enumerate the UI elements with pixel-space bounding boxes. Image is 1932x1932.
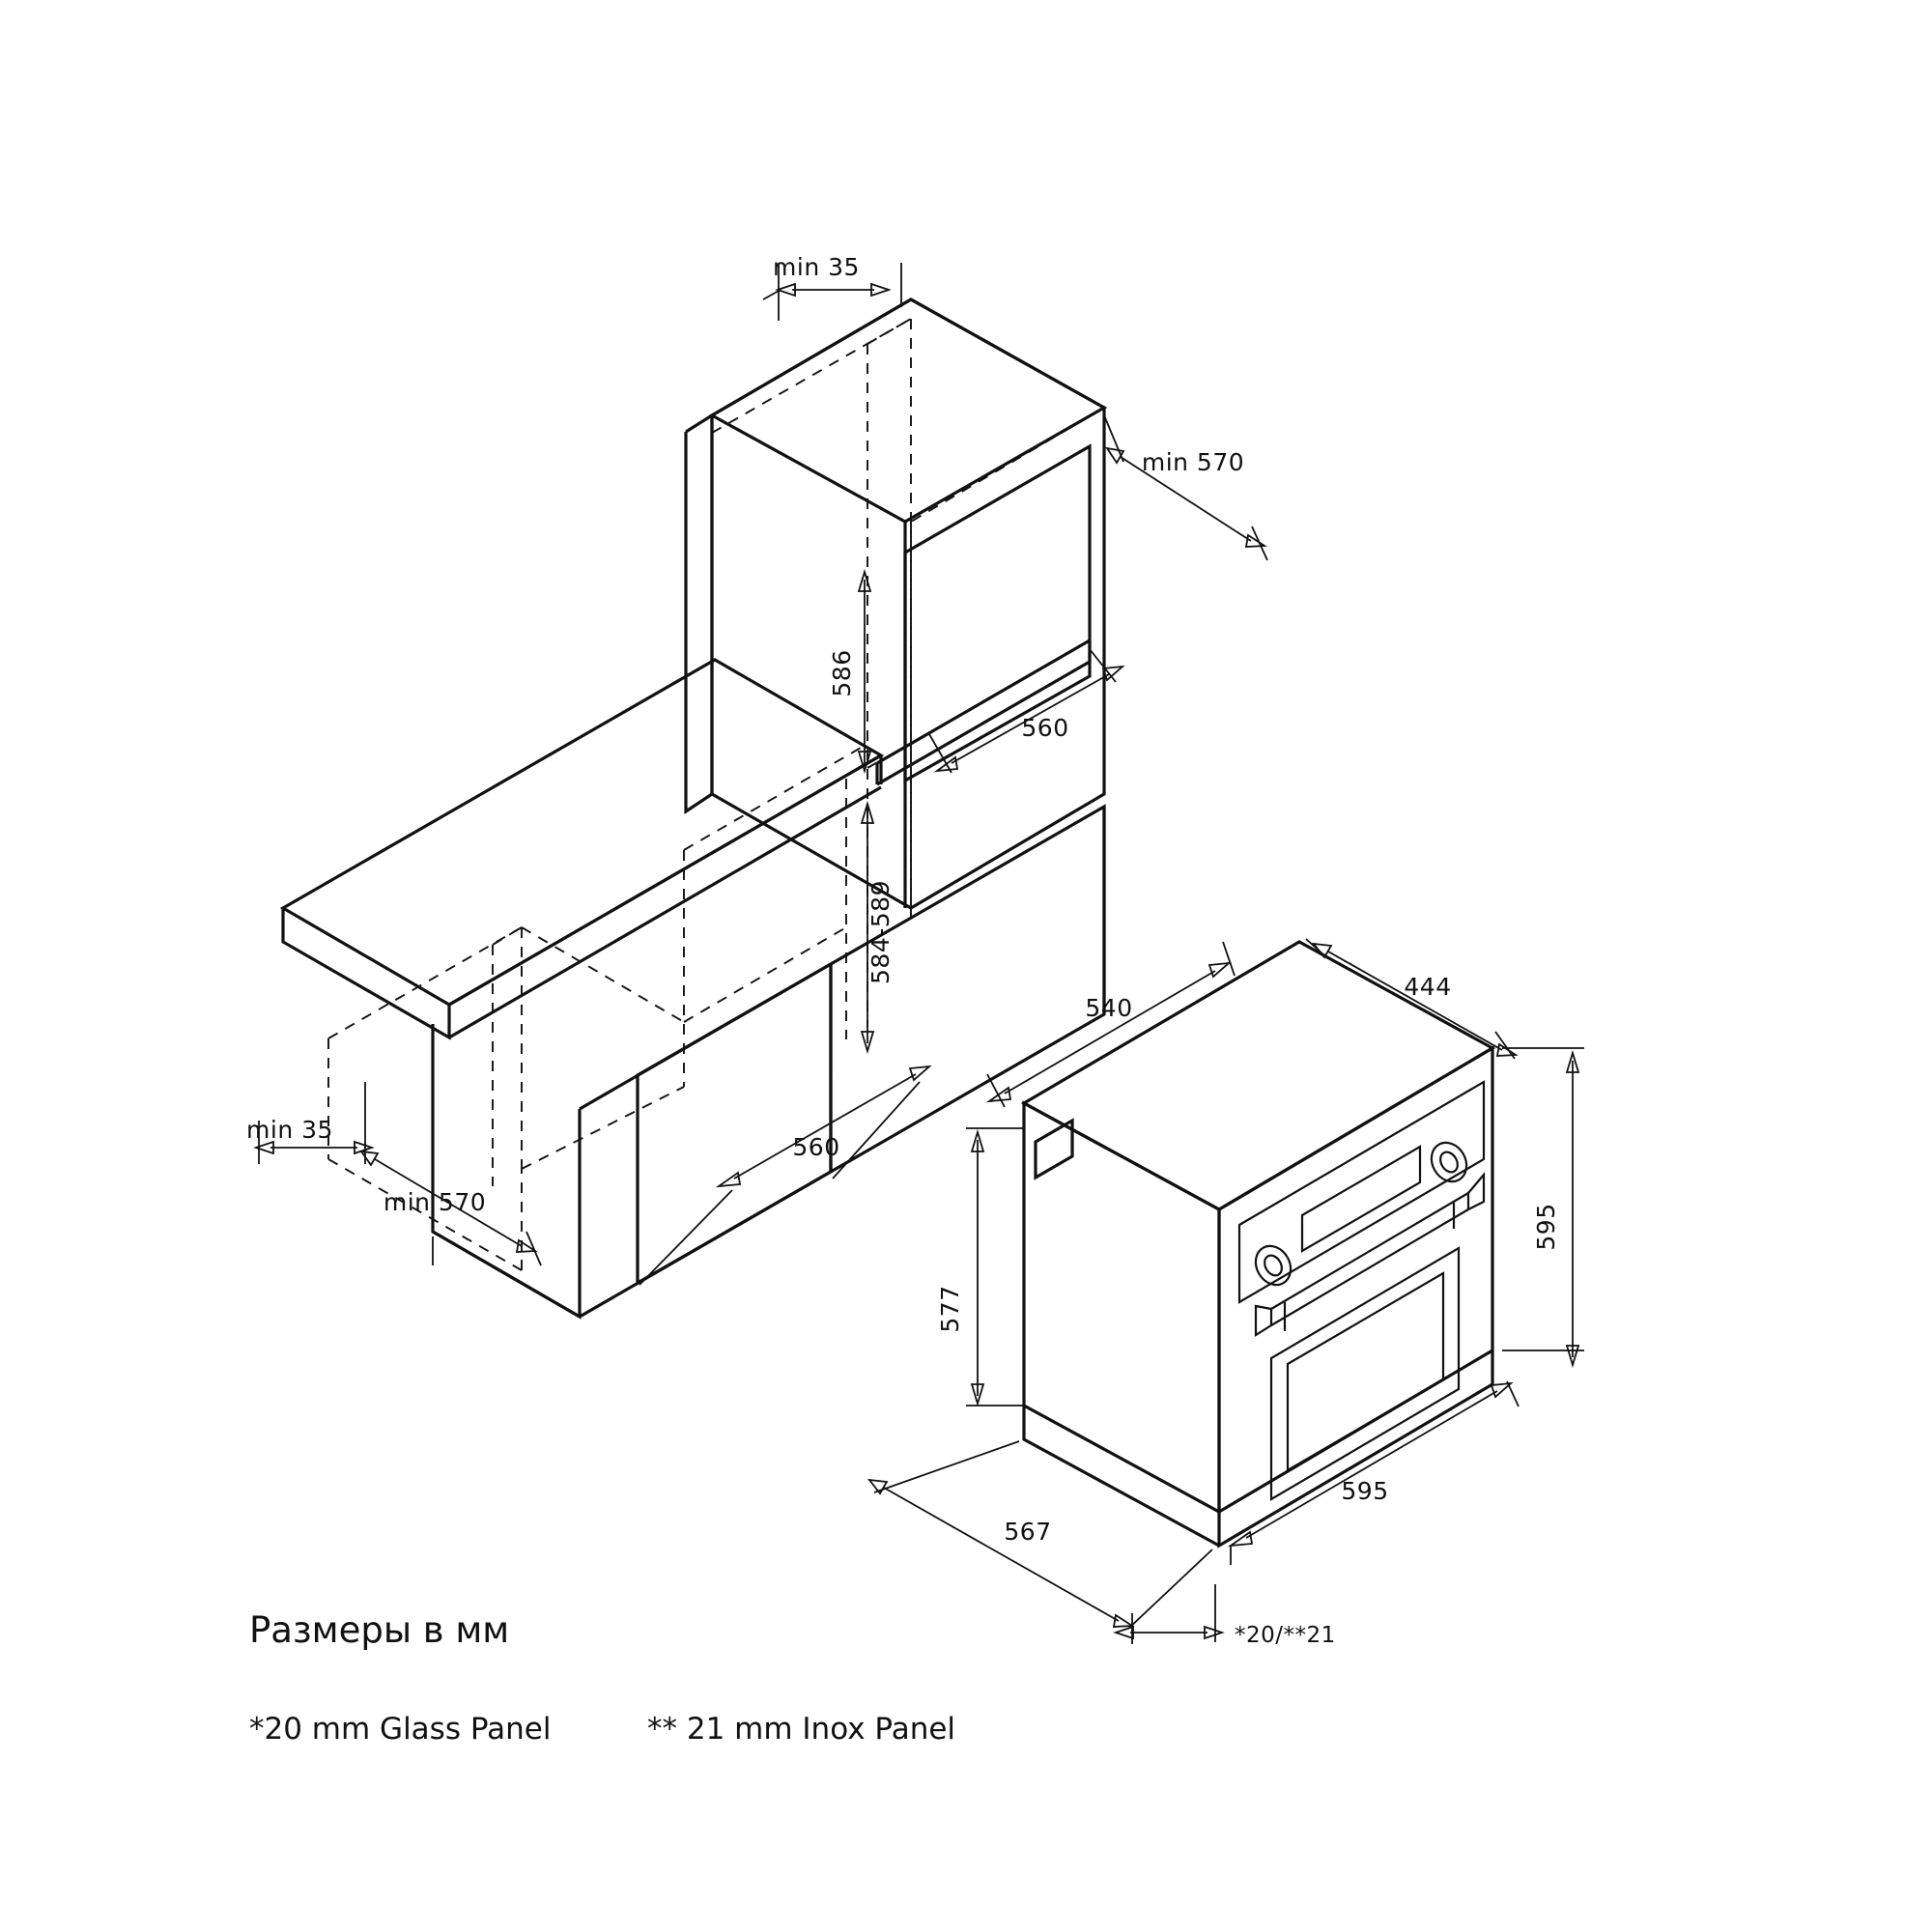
oven-knob-right-center [1437,1149,1462,1175]
oven-knob-left[interactable] [1249,1239,1297,1291]
page-caption: Размеры в мм [249,1609,510,1651]
dimension-label: min 35 [773,253,860,281]
dimension-label: 586 [828,649,856,697]
dimension-label: 567 [1004,1518,1052,1546]
dimension-min35-left [246,1082,372,1164]
dimension-label: 584-589 [867,880,895,984]
dimension-label: 444 [1404,973,1452,1001]
dimension-label: min 35 [246,1116,333,1144]
cabinet-view [246,253,1267,1317]
dimension-label: min 570 [383,1188,487,1216]
dimension-label: 595 [1532,1203,1560,1251]
dimension-540 [987,942,1235,1107]
dimension-595-height [1502,1048,1584,1365]
footnote-glass-panel: *20 mm Glass Panel [249,1712,552,1747]
dimension-label: 540 [1085,994,1133,1022]
dimension-min570-lower [361,1151,541,1265]
oven-knob-right[interactable] [1425,1136,1473,1187]
dimension-label: *20/**21 [1235,1623,1336,1648]
dimension-444 [1306,939,1516,1059]
footnote-inox-panel: ** 21 mm Inox Panel [647,1712,956,1747]
dimension-586 [828,572,870,771]
dimension-label: min 570 [1141,448,1245,476]
dimension-595-width [1231,1381,1519,1565]
dimension-560-lower [639,1066,929,1285]
dimension-584-589 [862,804,895,1051]
dimension-label: 560 [1021,714,1069,742]
dimension-567 [869,1441,1212,1629]
dimension-min35-top [763,253,901,321]
dimension-577 [936,1128,1024,1406]
oven-knob-left-center [1262,1252,1286,1278]
oven-view [869,939,1584,1648]
dimension-label: 595 [1341,1477,1389,1505]
dimension-label: 577 [936,1285,964,1333]
dimension-min570-upper [1104,415,1267,560]
dimension-panel-thickness [1116,1584,1336,1648]
dimension-label: 560 [792,1133,840,1161]
